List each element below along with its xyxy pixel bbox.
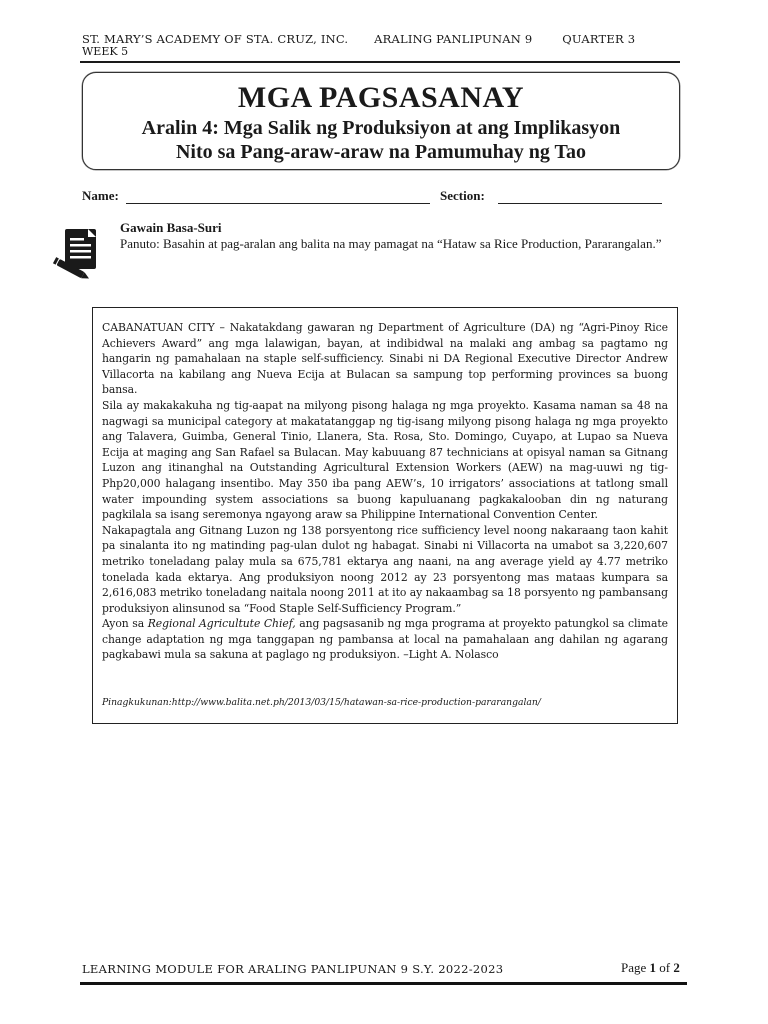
header-divider [80,61,680,63]
page-title: MGA PAGSASANAY [237,81,525,114]
name-field[interactable] [126,203,430,204]
section-field[interactable] [498,203,662,204]
page-current: 1 [649,960,657,975]
article-paragraph-3: Nakapagtala ang Gitnang Luzon ng 138 porsyentong rice sufficiency level noong nakaraang taon kahit pa sinalanta ito ng matinding pag-ulan dulot ng habagat. Sinabi ni Villacorta na umabot sa 3,220,607 metriko toneladang palay mula sa 675,781 ektarya ang naani, na ang average yield ay 4.77 metriko tonelada kada ektarya. Ang produksiyon noong 2012 ay 23 porsyentong mas mataas kumpara sa 2,616,083 metriko toneladang naitala noong 2011 at ito ay nakaambag sa 18 porsyento ng pambansang produksiyon alinsunod sa “Food Staple Self-Sufficiency Program.” [102,523,668,615]
article-p4-suffix: ang pagsasanib ng mga programa at proyekto patungkol sa climate change adaptation ng mga tanggapan ng pambansa at local na pamahalaan ang dahilan ng agarang pagkabawi mula sa sakuna at paglago ng produksiyon. –Light A. Nolasco [102,617,668,662]
subject-name: ARALING PANLIPUNAN 9 [374,32,533,46]
reading-document-icon [52,226,108,282]
article-paragraph-4 [102,616,668,663]
article-p4-prefix: Ayon sa [102,617,148,631]
article-paragraph-1: CABANATUAN CITY – Nakatakdang gawaran ng Department of Agriculture (DA) ng “Agri-Pinoy Rice Achievers Award” ang mga lalawigan, bayan, at indibidwal na malaki ang ambag sa pagtamo ng hangarin ng pamahalaan na staple self-sufficiency. Sinabi ni DA Regional Executive Director Andrew Villacorta na kabilang ang Nueva Ecija at Bulacan sa sampung top performing provinces sa buong bansa. [102,321,668,397]
document-header [82,32,635,46]
lesson-title-line1: Aralin 4: Mga Salik ng Produksiyon at ang Implikasyon [141,117,621,139]
page-of: of [659,960,671,975]
article-p4-italic: Regional Agricultute Chief, [147,617,296,631]
activity-title: Gawain Basa-Suri [120,220,222,235]
footer-divider [80,982,687,985]
news-article [102,320,668,663]
page-total: 2 [673,960,680,975]
article-paragraph-2: Sila ay makakakuha ng tig-aapat na milyong pisong halaga ng mga proyekto. Kasama naman sa 48 na nagwagi sa municipal category at makatatanggap ng tig-isang milyong pisong halaga ng mga proyekto ang Talavera, Guimba, General Tinio, Llanera, Sta. Rosa, Sto. Domingo, Cuyapo, at Lupao sa Nueva Ecija at maging ang San Rafael sa Bulacan. May kabuuang 87 technicians at opisyal naman sa Gitnang Luzon ang itinanghal na Outstanding Agricultural Extension Workers (AEW) na mag-uuwi ng tig-Php20,000 halagang insentibo. May 350 iba pang AEW’s, 10 irrigators’ associations at tatlong small water impounding system associations sa buong kapuluanang pagkakalooban din ng naturang pagkilala sa isang seremonya ngayong araw sa Philippine International Convention Center. [102,398,668,522]
school-name: ST. MARY’S ACADEMY OF STA. CRUZ, INC. [82,32,349,46]
news-article-box [92,307,678,724]
footer-module-label: LEARNING MODULE FOR ARALING PANLIPUNAN 9 S.Y. 2022-2023 [82,962,504,976]
quarter-label: QUARTER 3 [562,32,636,46]
article-source: Pinagkukunan:http://www.balita.net.ph/2013/03/15/hatawan-sa-rice-production-pararangalan/ [102,697,541,708]
page-indicator [621,960,680,976]
section-label: Section: [440,188,485,203]
name-label: Name: [82,188,119,203]
page-word: Page [621,960,647,975]
title-box [82,72,680,170]
activity-instructions: Panuto: Basahin at pag-aralan ang balita na may pamagat na “Hataw sa Rice Production, Pararangalan.” [120,236,662,251]
lesson-title-line2: Nito sa Pang-araw-araw na Pamumuhay ng Tao [175,141,587,163]
week-label: WEEK 5 [82,45,129,58]
